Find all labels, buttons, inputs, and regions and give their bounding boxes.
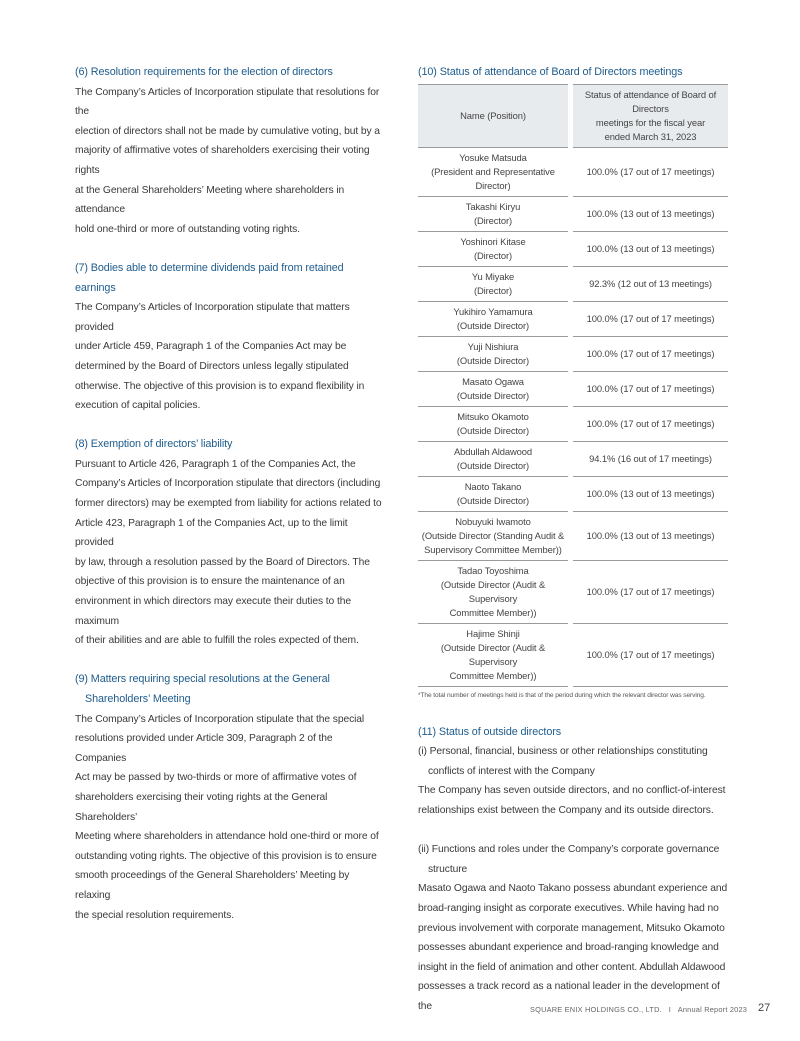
director-position: (Outside Director (Audit & Supervisory (440, 578, 546, 604)
director-name: Abdullah Aldawood (453, 445, 533, 457)
director-name-cell (418, 148, 568, 197)
table-row (418, 624, 728, 687)
paragraph-line: The Company has seven outside directors, and no conflict-of-interest (418, 785, 726, 797)
page-number: 27 (758, 1002, 771, 1014)
director-name: Yu Miyake (471, 270, 515, 282)
paragraph-line: of their abilities and are able to fulfill the roles expected of them. (75, 635, 359, 647)
director-name-cell (418, 477, 568, 512)
attendance-cell: 100.0% (17 out of 17 meetings) (573, 372, 728, 407)
subsection-ii-title: (ii) Functions and roles under the Company’s corporate governance (418, 844, 720, 856)
director-position: (Outside Director) (456, 494, 530, 506)
paragraph-line: smooth proceedings of the General Shareholders’ Meeting by relaxing (75, 870, 350, 901)
director-name-cell (418, 232, 568, 267)
director-position: (Director) (473, 214, 513, 226)
director-position: (Director) (473, 249, 513, 261)
director-name: Yoshinori Kitase (460, 235, 526, 247)
director-name-cell (418, 407, 568, 442)
paragraph-line: possesses abundant experience and broad-ranging knowledge and (418, 942, 719, 954)
director-name-cell (418, 512, 568, 561)
section-heading: (8) Exemption of directors’ liability (75, 438, 233, 451)
table-row (418, 148, 728, 197)
table-row (418, 512, 728, 561)
director-name: Yukihiro Yamamura (453, 305, 533, 317)
paragraph-line: execution of capital policies. (75, 400, 201, 412)
paragraph-line: Act may be passed by two-thirds or more of affirmative votes of (75, 772, 357, 784)
attendance-cell: 100.0% (17 out of 17 meetings) (573, 148, 728, 197)
paragraph-line: Meeting where shareholders in attendance hold one-third or more of (75, 831, 379, 843)
director-name-cell (418, 442, 568, 477)
table-footnote: *The total number of meetings held is that of the period during which the relevant director was serving. (418, 691, 706, 699)
director-position: (President and Representative Director) (431, 165, 555, 191)
director-name-cell (418, 267, 568, 302)
paragraph-line: possesses a track record as a national leader in the development of the (418, 981, 720, 1012)
section-11-title: (11) Status of outside directors (418, 725, 562, 738)
subsection-i-title-cont: conflicts of interest with the Company (428, 765, 595, 777)
paragraph-line: the special resolution requirements. (75, 909, 234, 921)
director-position: Committee Member)) (449, 669, 537, 681)
attendance-cell: 92.3% (12 out of 13 meetings) (573, 267, 728, 302)
section-heading: (6) Resolution requirements for the election of directors (75, 66, 333, 78)
director-name-cell (418, 561, 568, 624)
section-11 (418, 723, 736, 1017)
paragraph-line: former directors) may be exempted from liability for actions related to (75, 498, 382, 510)
director-name: Masato Ogawa (462, 375, 524, 387)
paragraph-line: election of directors shall not be made by cumulative voting, but by a (75, 125, 380, 137)
attendance-cell: 100.0% (13 out of 13 meetings) (573, 232, 728, 267)
table-row (418, 477, 728, 512)
director-name: Yosuke Matsuda (459, 151, 527, 163)
paragraph-line: resolutions provided under Article 309, Paragraph 2 of the Companies (75, 733, 333, 764)
table-row (418, 442, 728, 477)
footer-separator: I (668, 1005, 671, 1014)
attendance-cell: 100.0% (17 out of 17 meetings) (573, 624, 728, 687)
director-name-cell (418, 302, 568, 337)
footer-company: SQUARE ENIX HOLDINGS CO., LTD. (530, 1005, 662, 1014)
paragraph-line: at the General Shareholders’ Meeting where shareholders in attendance (75, 184, 345, 216)
paragraph-line: The Company’s Articles of Incorporation stipulate that the special (75, 713, 365, 725)
attendance-cell: 100.0% (17 out of 17 meetings) (573, 302, 728, 337)
table-row (418, 302, 728, 337)
director-name-cell (418, 337, 568, 372)
subsection-ii-title-cont: structure (428, 863, 468, 875)
table-header (418, 84, 728, 148)
attendance-cell: 94.1% (16 out of 17 meetings) (573, 442, 728, 477)
attendance-table (413, 84, 733, 687)
paragraph-line: outstanding voting rights. The objective of this provision is to ensure (75, 850, 377, 862)
paragraph-line: Pursuant to Article 426, Paragraph 1 of the Companies Act, the (75, 458, 356, 470)
director-position: (Outside Director) (456, 389, 530, 401)
left-column (75, 63, 385, 925)
director-name: Nobuyuki Iwamoto (455, 515, 531, 527)
paragraph-line: shareholders exercising their voting rights at the General Shareholders’ (75, 791, 328, 823)
director-name-cell (418, 624, 568, 687)
paragraph-line: majority of affirmative votes of shareholders exercising their voting rights (75, 145, 370, 176)
paragraph-line: Company’s Articles of Incorporation stipulate that directors (including (75, 478, 381, 490)
director-position: (Outside Director) (456, 459, 530, 471)
table-row (418, 372, 728, 407)
paragraph-line: otherwise. The objective of this provision is to expand flexibility in (75, 380, 365, 392)
table-row (418, 197, 728, 232)
paragraph-line: The Company’s Articles of Incorporation stipulate that matters provided (75, 302, 350, 333)
table-row (418, 407, 728, 442)
director-name: Takashi Kiryu (465, 200, 521, 212)
paragraph-line: determined by the Board of Directors unless legally stipulated (75, 360, 349, 372)
table-row (418, 561, 728, 624)
header-status: Status of attendance of Board of Directors meetings for the fiscal year ended March 31, 2023 (573, 84, 728, 148)
paragraph-line: environment in which directors may execute their duties to the maximum (75, 596, 351, 627)
table-row (418, 232, 728, 267)
paragraph-line: The Company’s Articles of Incorporation stipulate that resolutions for the (75, 86, 380, 118)
director-name: Yuji Nishiura (467, 340, 519, 352)
table-row (418, 337, 728, 372)
director-position: (Outside Director (Audit & Supervisory (440, 641, 546, 667)
director-position: (Outside Director (Standing Audit & (421, 529, 565, 541)
section-10-title: (10) Status of attendance of Board of Directors meetings (418, 66, 683, 78)
attendance-cell: 100.0% (17 out of 17 meetings) (573, 337, 728, 372)
director-name: Naoto Takano (464, 480, 522, 492)
paragraph-line: objective of this provision is to ensure the maintenance of an (75, 576, 345, 588)
director-position: Committee Member)) (449, 606, 537, 618)
header-name: Name (Position) (418, 84, 568, 148)
paragraph-line: hold one-third or more of outstanding voting rights. (75, 223, 300, 235)
attendance-cell: 100.0% (13 out of 13 meetings) (573, 512, 728, 561)
paragraph-line: insight in the field of animation and other content. Abdullah Aldawood (418, 961, 726, 973)
section-heading-cont: Shareholders’ Meeting (85, 693, 191, 705)
director-name-cell (418, 372, 568, 407)
paragraph-line: Article 423, Paragraph 1 of the Companies Act, up to the limit provided (75, 517, 348, 549)
paragraph-line: broad-ranging insight as corporate executives. While having had no (418, 902, 719, 914)
director-name: Mitsuko Okamoto (457, 410, 529, 422)
paragraph-line: by law, through a resolution passed by the Board of Directors. The (75, 556, 370, 568)
section-heading: (9) Matters requiring special resolutions at the General (75, 673, 330, 686)
paragraph-line: relationships exist between the Company and its outside directors. (418, 804, 714, 816)
subsection-i-title: (i) Personal, financial, business or other relationships constituting (418, 746, 708, 758)
director-name-cell (418, 197, 568, 232)
paragraph-line: under Article 459, Paragraph 1 of the Companies Act may be (75, 341, 347, 353)
table-row (418, 267, 728, 302)
director-name: Hajime Shinji (466, 627, 520, 639)
director-position: (Outside Director) (456, 319, 530, 331)
director-position: (Director) (473, 284, 513, 296)
director-position: (Outside Director) (456, 354, 530, 366)
director-position: (Outside Director) (456, 424, 530, 436)
right-column (418, 63, 736, 1017)
director-name: Tadao Toyoshima (457, 564, 529, 576)
paragraph-line: previous involvement with corporate management, Mitsuko Okamoto (418, 922, 725, 934)
section-heading: (7) Bodies able to determine dividends paid from retained earnings (75, 261, 344, 294)
director-position: Supervisory Committee Member)) (424, 543, 562, 555)
attendance-cell: 100.0% (13 out of 13 meetings) (573, 477, 728, 512)
attendance-cell: 100.0% (17 out of 17 meetings) (573, 561, 728, 624)
footer (530, 1005, 747, 1014)
paragraph-line: Masato Ogawa and Naoto Takano possess abundant experience and (418, 883, 728, 895)
attendance-cell: 100.0% (13 out of 13 meetings) (573, 197, 728, 232)
footer-report: Annual Report 2023 (677, 1005, 748, 1014)
attendance-cell: 100.0% (17 out of 17 meetings) (573, 407, 728, 442)
